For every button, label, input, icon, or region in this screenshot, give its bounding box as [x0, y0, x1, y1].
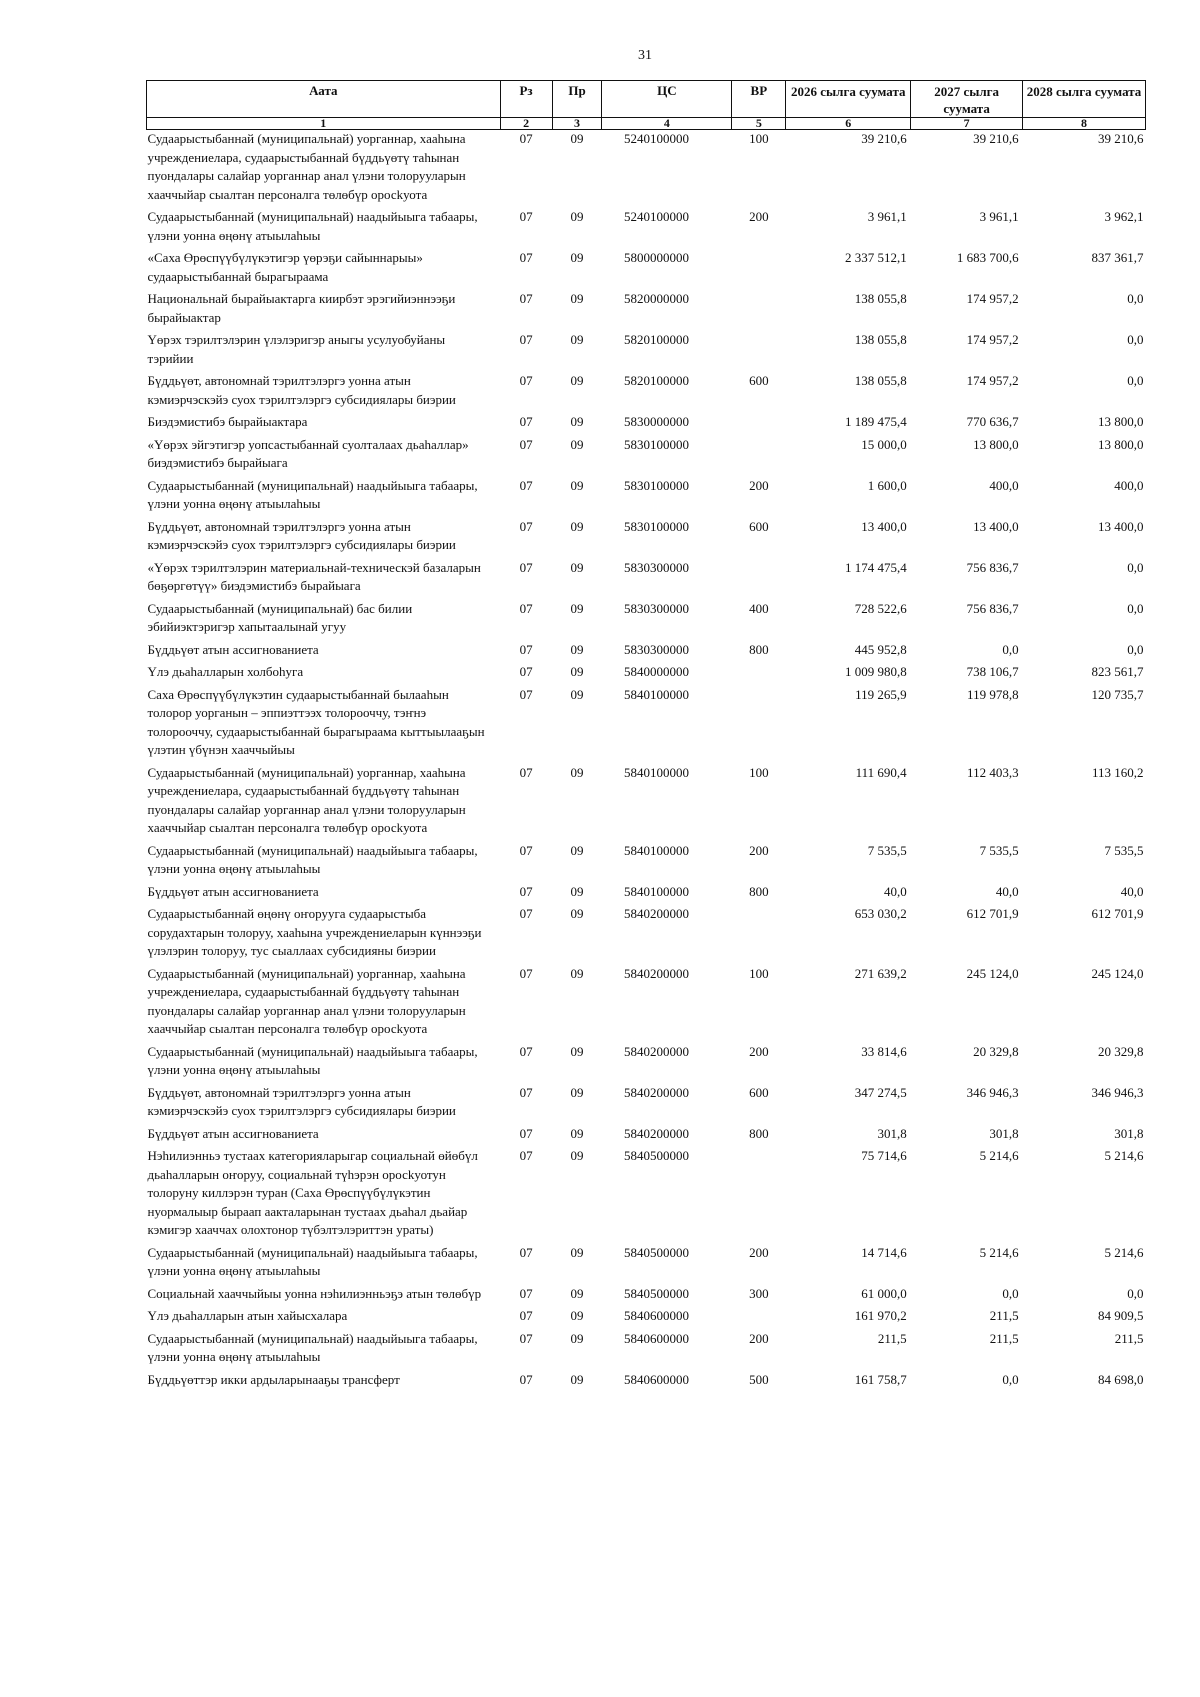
row-amount-2026: 3 961,1: [867, 209, 907, 224]
row-name: Судаарыстыбаннай (муниципальнай) наадыйыыга табаары, үлэни уонна өңөнү атыылаһыы: [147, 477, 478, 511]
row-pr: 09: [570, 209, 584, 224]
row-pr: 09: [570, 1308, 584, 1323]
row-cs: 5820100000: [623, 373, 689, 388]
table-row: [147, 1244, 1146, 1285]
row-rz: 07: [519, 641, 533, 657]
row-pr: 09: [570, 664, 584, 679]
row-rz: 07: [519, 414, 533, 429]
table-row: [147, 130, 1146, 209]
row-amount-2026: 1 600,0: [867, 477, 907, 493]
row-amount-2027: 40,0: [995, 883, 1019, 899]
row-amount-2028: 612 701,9: [1091, 906, 1144, 921]
table-row: [147, 1371, 1146, 1394]
row-amount-2027: 346 946,3: [966, 1084, 1019, 1100]
header-vr: ВР: [732, 81, 786, 118]
table-row: [147, 477, 1146, 518]
row-amount-2027: 770 636,7: [966, 414, 1019, 429]
table-row: [147, 1043, 1146, 1084]
row-vr: 200: [749, 477, 769, 493]
row-vr: 200: [749, 1330, 769, 1346]
row-amount-2028: 3 962,1: [1104, 209, 1144, 224]
row-cs: 5840600000: [623, 1308, 689, 1323]
row-vr: 600: [749, 373, 769, 388]
row-name: Үлэ дьаһалларын атын хайысхалара: [147, 1308, 348, 1323]
table-row: [147, 663, 1146, 686]
row-rz: 07: [519, 1308, 533, 1323]
row-vr: [732, 905, 786, 965]
table-row: [147, 1330, 1146, 1371]
table-row: [147, 600, 1146, 641]
row-amount-2028: 400,0: [1114, 477, 1144, 493]
table-row: [147, 686, 1146, 764]
row-amount-2028: 40,0: [1120, 883, 1144, 899]
row-cs: 5830100000: [623, 477, 689, 493]
table-row: [147, 842, 1146, 883]
row-name: Национальнай бырайыактарга киирбэт эрэгийиэннээҕи бырайыактар: [147, 291, 456, 325]
row-amount-2027: 0,0: [1002, 1371, 1019, 1387]
table-row: [147, 559, 1146, 600]
row-pr: 09: [570, 291, 584, 306]
row-name: Судаарыстыбаннай (муниципальнай) уорганнар, хааһына учреждениелара, судаарыстыбаннай бүддьүөтү таһынан пуондалары салайар уорганнар анал үлэни толорууларын хааччыйар сыалтан персоналга төлөбүр оросkуота: [147, 764, 466, 835]
row-amount-2027: 39 210,6: [973, 131, 1019, 146]
row-amount-2028: 837 361,7: [1091, 250, 1144, 265]
row-pr: 09: [570, 641, 584, 657]
row-name: Социальнай хааччыйыы уонна нэһилиэнньэҕэ атын төлөбүр: [147, 1285, 482, 1301]
budget-table: [146, 80, 1146, 1393]
table-row: [147, 436, 1146, 477]
row-amount-2026: 40,0: [883, 883, 907, 899]
row-cs: 5840100000: [623, 764, 689, 780]
header-number: 2: [500, 118, 552, 130]
row-name: Нэһилиэнньэ тустаах категорияларыгар социальнай өйөбүл дьаһалларын оҥоруу, социальнай түһэрэн оросkуотун толоруну киллэрэн туран (Саха Өрөспүүбүлүкэтин нуормалыыр быраап аакталарынан тустаах дьаһал дьайар кэмигэр хааччах олохтонор түбэлтэлэриттэн ураты): [147, 1148, 478, 1237]
row-cs: 5840600000: [623, 1371, 689, 1387]
table-row: [147, 883, 1146, 906]
row-amount-2027: 174 957,2: [966, 332, 1019, 347]
row-rz: 07: [519, 1244, 533, 1260]
row-vr: [732, 559, 786, 600]
table-header: [147, 81, 1146, 130]
row-name: «Саха Өрөспүүбүлүкэтигэр үөрэҕи сайыннарыы» судаарыстыбаннай бырагыраама: [147, 250, 423, 284]
row-amount-2026: 2 337 512,1: [844, 250, 907, 265]
row-vr: [732, 413, 786, 436]
row-amount-2026: 119 265,9: [855, 686, 907, 702]
row-vr: 500: [749, 1371, 769, 1387]
row-amount-2026: 39 210,6: [861, 131, 907, 146]
row-pr: 09: [570, 1330, 584, 1346]
row-cs: 5840600000: [623, 1330, 689, 1346]
row-name: Судаарыстыбаннай (муниципальнай) наадыйыыга табаары, үлэни уонна өңөнү атыылаһыы: [147, 1043, 478, 1077]
table-row: [147, 1285, 1146, 1308]
table-row: [147, 965, 1146, 1043]
row-amount-2026: 347 274,5: [854, 1084, 907, 1100]
row-name: Бүддьүөт, автономнай тэрилтэлэргэ уонна атын кэмиэрчэскэйэ суох тэрилтэлэргэ субсидиялары биэрии: [147, 518, 456, 552]
row-name: Судаарыстыбаннай (муниципальнай) наадыйыыга табаары, үлэни уонна өңөнү атыылаһыы: [147, 1244, 478, 1278]
table-row: [147, 1084, 1146, 1125]
row-amount-2028: 5 214,6: [1104, 1244, 1144, 1260]
row-cs: 5840500000: [623, 1244, 689, 1260]
table-row: [147, 249, 1146, 290]
header-number: 6: [786, 118, 911, 130]
row-name: Саха Өрөспүүбүлүкэтин судаарыстыбаннай былааһын толорор уорганын – эппиэттээх толорооччу, тэҥнэ толорооччу, судаарыстыбаннай бырагыраама кыттыылааҕын үлэтин үбүнэн хааччыйыы: [147, 686, 485, 757]
header-row: [147, 81, 1146, 118]
table-row: [147, 1307, 1146, 1330]
row-pr: 09: [570, 764, 584, 780]
row-cs: 5820100000: [623, 332, 689, 347]
row-pr: 09: [570, 1244, 584, 1260]
row-vr: [732, 686, 786, 764]
row-pr: 09: [570, 600, 584, 616]
row-amount-2026: 111 690,4: [855, 764, 907, 780]
row-amount-2027: 738 106,7: [966, 664, 1019, 679]
table-row: [147, 208, 1146, 249]
row-amount-2026: 7 535,5: [867, 842, 907, 858]
row-rz: 07: [519, 559, 533, 575]
header-cs: ЦС: [602, 81, 732, 118]
row-vr: [732, 663, 786, 686]
row-amount-2026: 271 639,2: [854, 965, 907, 981]
row-amount-2026: 301,8: [877, 1125, 907, 1141]
row-rz: 07: [519, 600, 533, 616]
row-cs: 5840100000: [623, 686, 689, 702]
row-vr: 100: [749, 965, 769, 981]
row-amount-2028: 0,0: [1127, 373, 1144, 388]
row-name: Судаарыстыбаннай өңөнү оҥорууга судаарыстыба сорудахтарын толоруу, хааһына учреждениеларын күннээҕи үлэлэрин толоруу, тус сыаллаах субсидияны биэрии: [147, 906, 482, 958]
row-vr: [732, 1307, 786, 1330]
row-amount-2026: 13 400,0: [861, 518, 907, 534]
row-pr: 09: [570, 250, 584, 265]
row-rz: 07: [519, 373, 533, 388]
row-name: Биэдэмистибэ бырайыактара: [147, 414, 308, 429]
table-row: [147, 641, 1146, 664]
row-amount-2026: 75 714,6: [861, 1148, 907, 1163]
row-amount-2028: 0,0: [1127, 600, 1144, 616]
row-amount-2027: 7 535,5: [979, 842, 1019, 858]
table-row: [147, 331, 1146, 372]
row-rz: 07: [519, 250, 533, 265]
row-amount-2026: 445 952,8: [854, 641, 907, 657]
row-amount-2028: 0,0: [1127, 332, 1144, 347]
table-row: [147, 1125, 1146, 1148]
row-amount-2027: 119 978,8: [967, 686, 1019, 702]
table-row: [147, 764, 1146, 842]
row-pr: 09: [570, 559, 584, 575]
row-cs: 5830100000: [623, 436, 689, 452]
header-number-row: [147, 118, 1146, 130]
row-rz: 07: [519, 883, 533, 899]
row-amount-2027: 400,0: [989, 477, 1019, 493]
row-amount-2027: 245 124,0: [966, 965, 1019, 981]
row-vr: 200: [749, 1043, 769, 1059]
row-amount-2028: 245 124,0: [1091, 965, 1144, 981]
row-amount-2027: 13 400,0: [973, 518, 1019, 534]
row-amount-2027: 0,0: [1002, 1285, 1019, 1301]
row-amount-2028: 0,0: [1127, 1285, 1144, 1301]
row-cs: 5240100000: [623, 209, 689, 224]
row-amount-2028: 84 909,5: [1098, 1308, 1144, 1323]
header-number: 4: [602, 118, 732, 130]
row-amount-2028: 7 535,5: [1104, 842, 1144, 858]
row-rz: 07: [519, 1371, 533, 1387]
row-pr: 09: [570, 518, 584, 534]
row-vr: 800: [749, 641, 769, 657]
header-number: 7: [911, 118, 1023, 130]
row-cs: 5840500000: [623, 1148, 689, 1163]
row-rz: 07: [519, 131, 533, 146]
row-rz: 07: [519, 332, 533, 347]
table-row: [147, 905, 1146, 965]
header-pr: Пр: [552, 81, 602, 118]
row-name: Судаарыстыбаннай (муниципальнай) наадыйыыга табаары, үлэни уонна өңөнү атыылаһыы: [147, 1330, 478, 1364]
row-amount-2026: 211,5: [877, 1330, 907, 1346]
row-rz: 07: [519, 1043, 533, 1059]
row-amount-2028: 0,0: [1127, 641, 1144, 657]
row-rz: 07: [519, 518, 533, 534]
row-rz: 07: [519, 664, 533, 679]
row-name: Бүддьүөт атын ассигнованиета: [147, 1125, 319, 1141]
row-rz: 07: [519, 477, 533, 493]
row-pr: 09: [570, 1371, 584, 1387]
table-row: [147, 413, 1146, 436]
row-name: Судаарыстыбаннай (муниципальнай) уорганнар, хааһына учреждениелара, судаарыстыбаннай бүддьүөтү таһынан пуондалары салайар уорганнар анал үлэни толорууларын хааччыйар сыалтан персоналга төлөбүр оросkуота: [147, 965, 466, 1036]
row-pr: 09: [570, 965, 584, 981]
row-name: Үөрэх тэрилтэлэрин үлэлэригэр аныгы усулуобуйаны тэрийии: [147, 332, 446, 366]
row-amount-2026: 61 000,0: [861, 1285, 907, 1301]
row-rz: 07: [519, 436, 533, 452]
row-cs: 5240100000: [623, 131, 689, 146]
row-cs: 5830300000: [623, 600, 689, 616]
row-vr: 600: [749, 1084, 769, 1100]
row-vr: 200: [749, 842, 769, 858]
row-amount-2027: 301,8: [989, 1125, 1019, 1141]
row-amount-2028: 823 561,7: [1091, 664, 1144, 679]
row-name: Бүддьүөт атын ассигнованиета: [147, 641, 319, 657]
row-amount-2026: 33 814,6: [861, 1043, 907, 1059]
row-amount-2027: 20 329,8: [973, 1043, 1019, 1059]
row-amount-2026: 138 055,8: [854, 332, 907, 347]
row-rz: 07: [519, 1125, 533, 1141]
row-pr: 09: [570, 1148, 584, 1163]
row-vr: 800: [749, 1125, 769, 1141]
row-cs: 5840100000: [623, 842, 689, 858]
row-vr: 200: [749, 209, 769, 224]
row-amount-2026: 15 000,0: [861, 436, 907, 452]
row-pr: 09: [570, 477, 584, 493]
row-name: «Үөрэх тэрилтэлэрин материальнай-техническэй базаларын бөҕөргөтүү» биэдэмистибэ бырайыага: [147, 559, 481, 593]
row-amount-2027: 211,5: [989, 1308, 1019, 1323]
row-vr: 800: [749, 883, 769, 899]
row-amount-2027: 756 836,7: [966, 559, 1019, 575]
row-amount-2026: 14 714,6: [861, 1244, 907, 1260]
row-name: Судаарыстыбаннай (муниципальнай) бас билии эбийиэктэригэр хапытаалынай угуу: [147, 600, 413, 634]
row-pr: 09: [570, 1043, 584, 1059]
row-amount-2026: 138 055,8: [854, 291, 907, 306]
row-amount-2026: 1 009 980,8: [844, 664, 907, 679]
row-pr: 09: [570, 686, 584, 702]
header-2027: 2027 сылга суумата: [911, 81, 1023, 118]
row-amount-2027: 0,0: [1002, 641, 1019, 657]
row-vr: 300: [749, 1285, 769, 1301]
row-rz: 07: [519, 906, 533, 921]
row-cs: 5840100000: [623, 883, 689, 899]
row-pr: 09: [570, 883, 584, 899]
row-cs: 5820000000: [623, 291, 689, 306]
row-cs: 5840200000: [623, 1043, 689, 1059]
row-amount-2027: 211,5: [989, 1330, 1019, 1346]
row-cs: 5840200000: [623, 965, 689, 981]
row-cs: 5830100000: [623, 518, 689, 534]
row-pr: 09: [570, 1125, 584, 1141]
row-rz: 07: [519, 1084, 533, 1100]
row-amount-2028: 113 160,2: [1091, 764, 1144, 780]
row-amount-2028: 346 946,3: [1091, 1084, 1144, 1100]
row-amount-2026: 1 189 475,4: [844, 414, 907, 429]
header-rz: Рз: [500, 81, 552, 118]
row-vr: 600: [749, 518, 769, 534]
table-row: [147, 1147, 1146, 1244]
row-cs: 5840500000: [623, 1285, 689, 1301]
row-amount-2028: 13 800,0: [1098, 414, 1144, 429]
row-rz: 07: [519, 965, 533, 981]
row-amount-2027: 112 403,3: [967, 764, 1019, 780]
row-amount-2026: 653 030,2: [854, 906, 907, 921]
row-amount-2028: 20 329,8: [1098, 1043, 1144, 1059]
row-name: Судаарыстыбаннай (муниципальнай) уорганнар, хааһына учреждениелара, судаарыстыбаннай бүддьүөтү таһынан пуондалары салайар уорганнар анал үлэни толорууларын хааччыйар сыалтан персоналга төлөбүр оросkуота: [147, 131, 466, 202]
row-rz: 07: [519, 686, 533, 702]
row-pr: 09: [570, 131, 584, 146]
row-vr: 100: [749, 764, 769, 780]
row-amount-2028: 84 698,0: [1098, 1371, 1144, 1387]
row-rz: 07: [519, 291, 533, 306]
row-pr: 09: [570, 332, 584, 347]
row-amount-2027: 174 957,2: [966, 291, 1019, 306]
row-rz: 07: [519, 764, 533, 780]
row-name: Судаарыстыбаннай (муниципальнай) наадыйыыга табаары, үлэни уонна өңөнү атыылаһыы: [147, 209, 478, 243]
row-vr: [732, 290, 786, 331]
row-amount-2028: 13 400,0: [1098, 518, 1144, 534]
row-vr: [732, 436, 786, 477]
row-name: «Үөрэх эйгэтигэр уопсастыбаннай суолталаах дьаһаллар» биэдэмистибэ бырайыага: [147, 436, 469, 470]
table-row: [147, 290, 1146, 331]
row-amount-2026: 161 970,2: [854, 1308, 907, 1323]
row-amount-2028: 39 210,6: [1098, 131, 1144, 146]
row-rz: 07: [519, 1148, 533, 1163]
row-amount-2028: 5 214,6: [1104, 1148, 1144, 1163]
row-cs: 5830300000: [623, 559, 689, 575]
row-cs: 5840200000: [623, 1125, 689, 1141]
row-pr: 09: [570, 436, 584, 452]
row-rz: 07: [519, 842, 533, 858]
header-name: Аата: [147, 81, 501, 118]
row-amount-2027: 5 214,6: [979, 1244, 1019, 1260]
row-amount-2028: 120 735,7: [1091, 686, 1144, 702]
row-amount-2028: 13 800,0: [1098, 436, 1144, 452]
row-cs: 5830300000: [623, 641, 689, 657]
row-cs: 5800000000: [623, 250, 689, 265]
row-rz: 07: [519, 1285, 533, 1301]
row-amount-2026: 728 522,6: [854, 600, 907, 616]
table-row: [147, 518, 1146, 559]
row-name: Судаарыстыбаннай (муниципальнай) наадыйыыга табаары, үлэни уонна өңөнү атыылаһыы: [147, 842, 478, 876]
row-cs: 5840200000: [623, 906, 689, 921]
row-name: Бүддьүөттэр икки ардыларынааҕы трансферт: [147, 1371, 400, 1387]
row-name: Үлэ дьаһалларын холбоһуга: [147, 664, 304, 679]
row-cs: 5830000000: [623, 414, 689, 429]
row-amount-2027: 13 800,0: [973, 436, 1019, 452]
row-amount-2028: 301,8: [1114, 1125, 1144, 1141]
row-pr: 09: [570, 414, 584, 429]
header-number: 5: [732, 118, 786, 130]
row-vr: [732, 331, 786, 372]
row-vr: 100: [749, 131, 769, 146]
row-vr: [732, 249, 786, 290]
row-pr: 09: [570, 842, 584, 858]
header-number: 3: [552, 118, 602, 130]
row-vr: 200: [749, 1244, 769, 1260]
row-pr: 09: [570, 373, 584, 388]
row-amount-2026: 138 055,8: [854, 373, 907, 388]
table-body: [147, 130, 1146, 1394]
header-2026: 2026 сылга суумата: [786, 81, 911, 118]
row-cs: 5840000000: [623, 664, 689, 679]
row-amount-2027: 5 214,6: [979, 1148, 1019, 1163]
row-amount-2028: 0,0: [1127, 559, 1144, 575]
row-vr: [732, 1147, 786, 1244]
row-amount-2027: 3 961,1: [979, 209, 1019, 224]
row-amount-2027: 612 701,9: [966, 906, 1019, 921]
header-2028: 2028 сылга суумата: [1023, 81, 1146, 118]
row-amount-2027: 174 957,2: [966, 373, 1019, 388]
row-amount-2028: 211,5: [1114, 1330, 1144, 1346]
page-number: 31: [638, 48, 652, 63]
row-pr: 09: [570, 1084, 584, 1100]
row-amount-2028: 0,0: [1127, 291, 1144, 306]
header-number: 1: [147, 118, 501, 130]
row-cs: 5840200000: [623, 1084, 689, 1100]
row-name: Бүддьүөт атын ассигнованиета: [147, 883, 319, 899]
row-pr: 09: [570, 1285, 584, 1301]
row-rz: 07: [519, 1330, 533, 1346]
row-vr: 400: [749, 600, 769, 616]
header-number: 8: [1023, 118, 1146, 130]
row-rz: 07: [519, 209, 533, 224]
row-amount-2026: 161 758,7: [854, 1371, 907, 1387]
row-amount-2027: 756 836,7: [966, 600, 1019, 616]
row-amount-2026: 1 174 475,4: [844, 559, 907, 575]
row-name: Бүддьүөт, автономнай тэрилтэлэргэ уонна атын кэмиэрчэскэйэ суох тэрилтэлэргэ субсидиялары биэрии: [147, 373, 456, 407]
row-name: Бүддьүөт, автономнай тэрилтэлэргэ уонна атын кэмиэрчэскэйэ суох тэрилтэлэргэ субсидиялары биэрии: [147, 1084, 456, 1118]
table-row: [147, 372, 1146, 413]
row-amount-2027: 1 683 700,6: [956, 250, 1019, 265]
row-pr: 09: [570, 906, 584, 921]
